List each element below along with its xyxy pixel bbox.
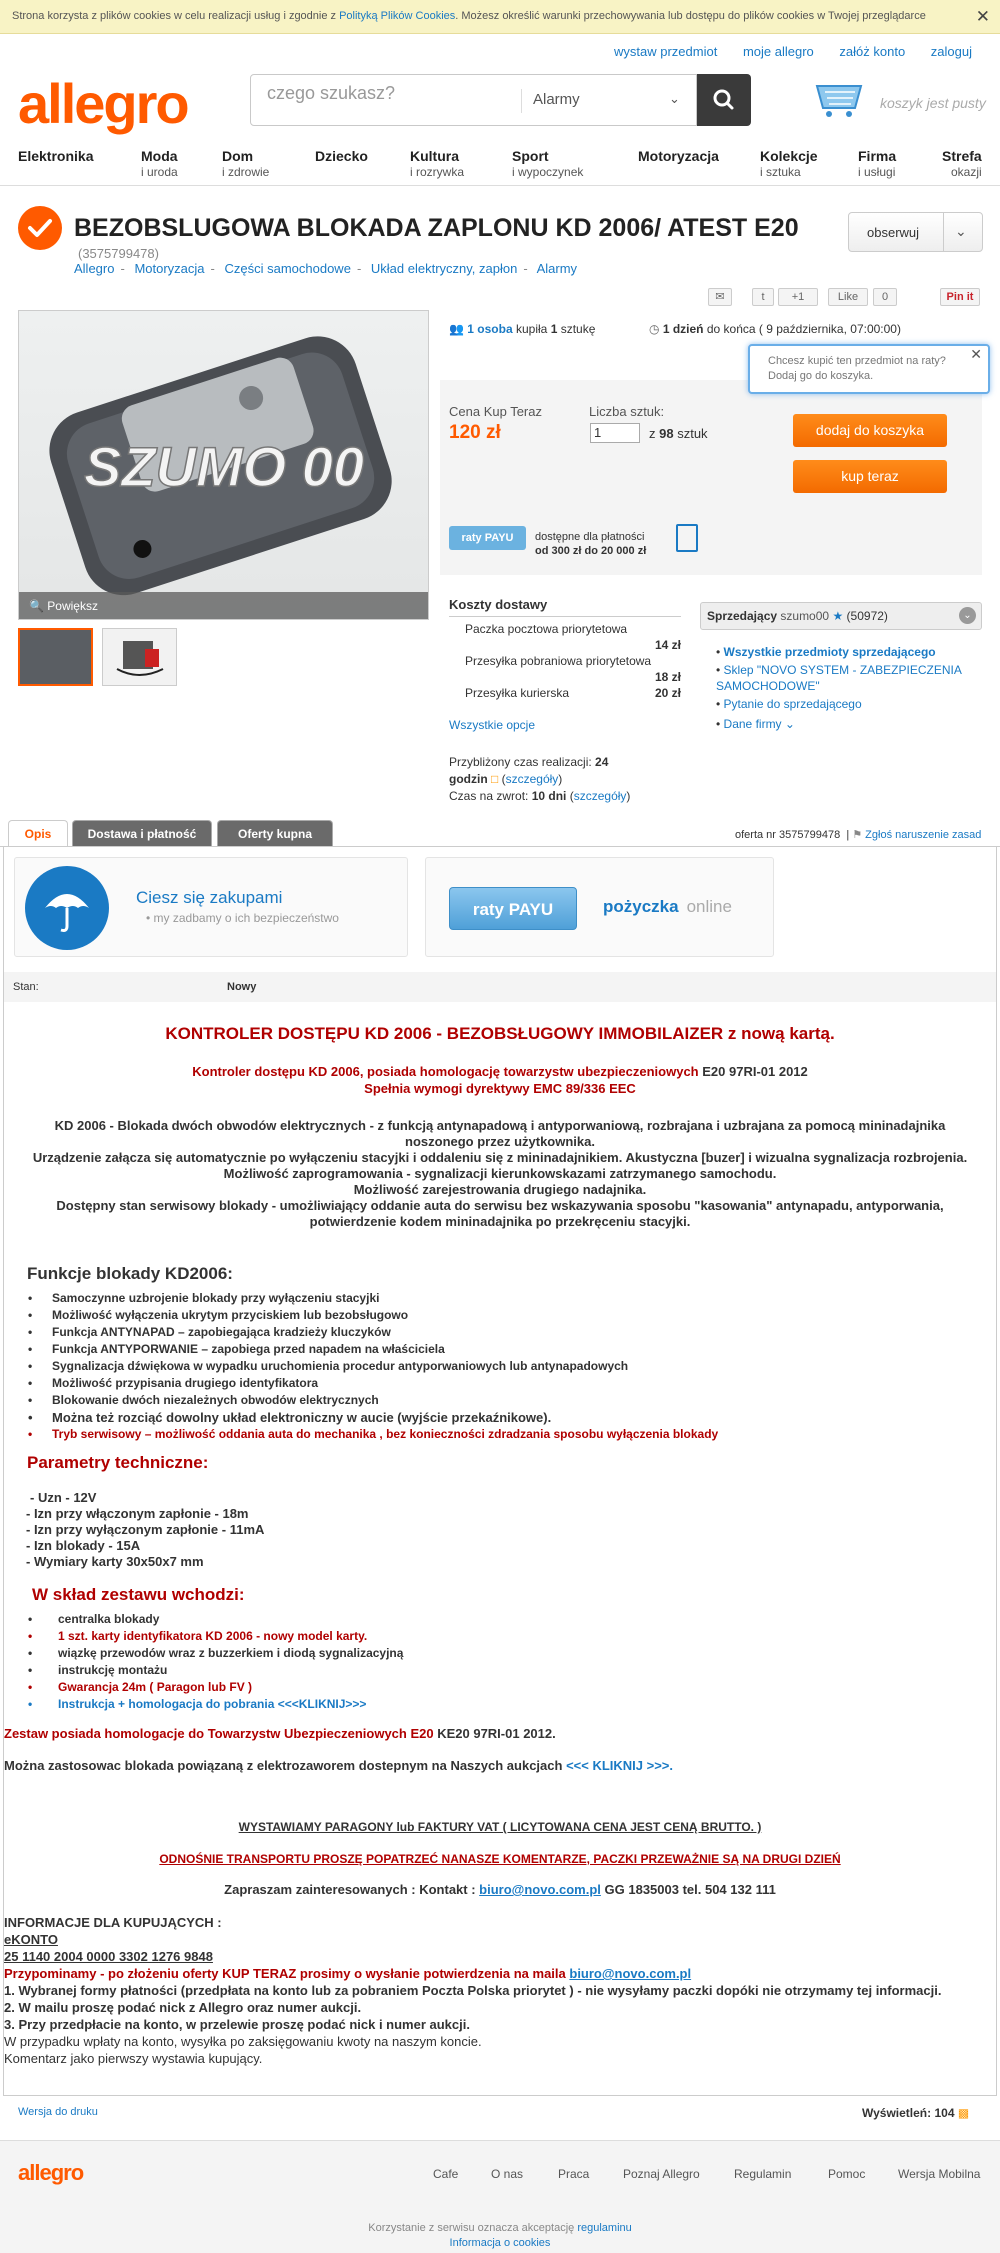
list-item: • Funkcja ANTYPORWANIE – zapobiega przed napadem na właściciela [26,1341,926,1358]
param-item: - Izn przy wyłączonym zapłonie - 11mA [26,1522,265,1537]
loan-text[interactable]: pożyczka online [603,897,732,916]
time-left: ◷ 1 dzień do końca ( 9 października, 07:00:00) [649,322,901,336]
price-label: Cena Kup Teraz [449,404,542,419]
list-item: • instrukcję montażu [26,1662,926,1679]
nav-kolekcje[interactable]: Kolekcje i sztuka [760,148,818,179]
footer-link-cafe[interactable]: Cafe [433,2167,459,2181]
nav-strefa[interactable]: Strefa okazji [942,148,982,179]
search-button[interactable] [697,74,751,126]
desc-homologation: Kontroler dostępu KD 2006, posiada homologację towarzystw ubezpieczeniowych E20 97RI-01 2012 [192,1064,808,1079]
my-allegro-link[interactable]: moje allegro [742,44,814,59]
clock-icon: ◷ [649,322,660,336]
desc-contact: Zapraszam zainteresowanych : Kontakt : biuro@novo.com.pl GG 1835003 tel. 504 132 111 [224,1882,776,1897]
list-item: • Blokowanie dwóch niezależnych obwodów elektrycznych [26,1392,926,1409]
breadcrumb-item[interactable]: Układ elektryczny, zapłon [370,261,518,276]
list-item: • Samoczynne uzbrojenie blokady przy wyłączeniu stacyjki [26,1290,926,1307]
params-title: Parametry techniczne: [27,1453,209,1472]
nav-moda[interactable]: Moda i uroda [141,148,178,179]
seller-name[interactable]: szumo00 [780,609,830,623]
desc-transport: ODNOŚNIE TRANSPORTU PROSZĘ POPATRZEĆ NANASZE KOMENTARZE, PACZKI PRZEWAŻNIE SĄ NA DRUGI DZIEŃ [159,1852,841,1866]
twitter-icon[interactable]: t [752,288,774,306]
all-options-link[interactable]: Wszystkie opcje [449,718,536,732]
account-number: 25 1140 2004 0000 3302 1276 9848 [4,1949,213,1964]
breadcrumb: Allegro - Motoryzacja - Części samochodowe - Układ elektryczny, zapłon - Alarmy [74,261,578,276]
cart-icon[interactable] [815,78,863,118]
tooltip-text: Chcesz kupić ten przedmiot na raty? Dodaj go do koszyka. [768,355,946,382]
zoom-bar[interactable]: 🔍 Powiększ [19,592,428,619]
print-version-link[interactable]: Wersja do druku [18,2106,98,2118]
star-icon: ★ [832,609,844,623]
thumbnail-2[interactable] [102,628,177,686]
cookie-text: Strona korzysta z plików cookies w celu realizacji usług i zgodnie z [12,10,340,22]
image-watermark: SZUMO 00 [83,435,365,498]
seller-rating: (50972) [846,609,888,623]
footer-logo[interactable]: allegro [18,2160,84,2185]
raty-info: dostępne dla płatności od 300 zł do 20 000 zł [535,531,647,557]
desc-zestaw: Zestaw posiada homologacje do Towarzystw Ubezpieczeniowych E20 KE20 97RI-01 2012. [4,1726,556,1741]
login-link[interactable]: zaloguj [930,44,972,59]
kliknij-link[interactable]: <<< KLIKNIJ >>>. [566,1758,674,1773]
raty-payu-logo[interactable]: raty PAYU [449,526,526,550]
buyers-link[interactable]: 1 osoba [467,322,513,336]
download-link[interactable]: • Instrukcja + homologacja do pobrania <<<KLIKNIJ>>> [26,1696,926,1713]
seller-links: • Wszystkie przedmioty sprzedającego • Sklep "NOVO SYSTEM - ZABEZPIECZENIA SAMOCHODOWE" • Pytanie do sprzedającego • Dane firmy ⌄ [716,645,962,731]
desc-paragony: WYSTAWIAMY PARAGONY lub FAKTURY VAT ( LICYTOWANA CENA JEST CENĄ BRUTTO. ) [238,1820,762,1834]
details-link[interactable]: szczegóły [505,772,559,786]
param-item: - Wymiary karty 30x50x7 mm [26,1554,204,1569]
seller-label: Sprzedający [707,609,778,623]
cookie-bar [0,0,1000,34]
item-id: (3575799478) [78,246,159,261]
delivery-row: Paczka pocztowa priorytetowa 14 zł [465,622,681,652]
calculator-icon[interactable] [676,524,698,552]
offer-number: oferta nr 3575799478 | ⚑ Zgłoś naruszenie zasad [735,829,982,841]
check-icon [18,206,62,250]
footer-link-pomoc[interactable]: Pomoc [828,2167,866,2181]
nav-sport[interactable]: Sport i wypoczynek [512,148,584,179]
breadcrumb-item[interactable]: Części samochodowe [224,261,351,276]
search-input[interactable] [250,74,697,126]
divider [943,213,944,251]
buy-now-button[interactable]: kup teraz [793,460,947,493]
quantity-input[interactable]: 1 [590,423,640,443]
company-data-link[interactable]: Dane firmy [723,717,782,731]
close-icon[interactable]: ✕ [970,346,982,362]
footer-link-regulamin[interactable]: Regulamin [734,2167,792,2181]
report-link[interactable]: Zgłoś naruszenie zasad [865,829,982,841]
delivery-title: Koszty dostawy [449,597,681,617]
cookies-info-link[interactable]: Informacja o cookies [449,2237,551,2249]
tab-oferty[interactable]: Oferty kupna [217,820,333,847]
installment-tooltip [748,344,990,394]
breadcrumb-item[interactable]: Alarmy [536,261,578,276]
details-link[interactable]: szczegóły [573,789,627,803]
buyer-info: INFORMACJE DLA KUPUJĄCYCH : eKONTO 25 1140 2004 0000 3302 1276 9848 Przypominamy - po złożeniu oferty KUP TERAZ prosimy o wysłanie potwierdzenia na maila biuro@novo.com.pl 1. Wybranej formy płatności (przedpłata na konto lub za pobraniem Poczta Polska priorytet ) - nie wysyłamy paczki dopóki nie otrzymamy tej informacji. 2. W mailu proszę podać nick z Allegro oraz numer aukcji. 3. Przy przedpłacie na konto, w przelewie proszę podać nick i numer aukcji. W przypadku wpłaty na konto, wysyłka po zaksięgowaniu kwoty na naszym koncie. Komentarz jako pierwszy wystawia kupujący. [4,1914,996,2067]
watch-label: obserwuj [867,225,920,240]
email-link[interactable]: biuro@novo.com.pl [569,1966,692,1981]
gplus-button[interactable]: +1 [778,288,818,306]
allegro-logo[interactable]: allegro [18,72,188,135]
shop-link[interactable]: Sklep "NOVO SYSTEM - ZABEZPIECZENIA SAMOCHODOWE" [716,663,962,693]
like-count: 0 [873,288,897,306]
realization-info: Przybliżony czas realizacji: 24 godzin □ (szczegóły) Czas na zwrot: 10 dni (szczegóły) [449,755,631,803]
top-links [592,44,972,59]
condition-value: Nowy [227,981,257,993]
nav-dom[interactable]: Dom i zdrowie [222,148,270,179]
functions-title: Funkcje blokady KD2006: [27,1264,233,1283]
list-item: • Możliwość przypisania drugiego identyfikatora [26,1375,926,1392]
desc-moz: Można zastosowac blokada powiązaną z elektrozaworem dostepnym na Naszych aukcjach <<< KLIKNIJ >>>. [4,1758,674,1773]
desc-emc: Spełnia wymogi dyrektywy EMC 89/336 EEC [364,1081,636,1096]
ask-seller-link[interactable]: Pytanie do sprzedającego [723,697,862,711]
views-counter: Wyświetleń: 104 ▩ [862,2106,970,2120]
chart-icon: ▩ [957,2106,970,2120]
watch-button[interactable] [848,212,983,252]
desc-heading: KONTROLER DOSTĘPU KD 2006 - BEZOBSŁUGOWY IMMOBILAIZER z nową kartą. [165,1024,835,1043]
footer-link-poznaj[interactable]: Poznaj Allegro [623,2167,700,2181]
close-icon[interactable]: ✕ [975,7,990,26]
info-icon: □ [491,772,499,786]
chevron-down-icon: ⌄ [669,91,680,106]
add-to-cart-button[interactable]: dodaj do koszyka [793,414,947,447]
cookie-text-2: . Możesz określić warunki przechowywania lub dostępu do plików cookies w Twojej przeglądarce [455,10,926,22]
category-nav [0,148,1000,186]
tab-dostawa[interactable]: Dostawa i płatność [72,820,212,847]
register-link[interactable]: załóż konto [839,44,906,59]
list-item: • Sygnalizacja dźwiękowa w wypadku uruchomienia procedur antyporwaniowych lub antynapadowych [26,1358,926,1375]
footer-cookies [0,2237,1000,2249]
buyers-info: 👥 1 osoba kupiła 1 sztukę [449,322,596,336]
raty-payu-logo[interactable]: raty PAYU [449,887,577,930]
tab-opis[interactable]: Opis [8,820,68,847]
chevron-down-icon[interactable]: ⌄ [955,223,967,239]
footer-link-mobile[interactable]: Wersja Mobilna [898,2167,981,2181]
facebook-like-button[interactable]: Like [828,288,868,306]
param-item: - Izn przy włączonym zapłonie - 18m [26,1506,249,1521]
seller-box[interactable] [700,602,982,630]
regulations-link[interactable]: regulaminu [577,2222,632,2234]
list-item: • wiązkę przewodów wraz z buzzerkiem i diodą sygnalizacyjną [26,1645,926,1662]
list-item: • Możliwość wyłączenia ukrytym przyciskiem lub bezobsługowo [26,1307,926,1324]
search-icon [697,74,751,126]
product-image[interactable] [18,310,429,620]
price: 120 zł [449,422,501,443]
footer-link-praca[interactable]: Praca [558,2167,590,2181]
search-placeholder: czego szukasz? [267,83,396,103]
functions-list [26,1290,926,1443]
list-item: • Funkcja ANTYNAPAD – zapobiegająca kradzieży kluczyków [26,1324,926,1341]
thumbnail-1[interactable] [18,628,93,686]
safe-title: Ciesz się zakupami [136,888,283,907]
quantity-label: Liczba sztuk: [589,404,665,419]
divider [521,89,522,113]
chevron-down-icon[interactable]: ⌄ [959,607,976,624]
zoom-label: Powiększ [47,599,98,613]
page-title: BEZOBSLUGOWA BLOKADA ZAPLONU KD 2006/ ATEST E20 [74,214,799,242]
list-item: • Gwarancja 24m ( Paragon lub FV ) [26,1679,926,1696]
list-item: • Tryb serwisowy – możliwość oddania auta do mechanika , bez konieczności zdradzania sposobu wyłączenia blokady [26,1426,926,1443]
umbrella-icon [25,866,109,950]
email-icon[interactable]: ✉ [708,288,732,306]
breadcrumb-item[interactable]: Motoryzacja [134,261,205,276]
set-title: W skład zestawu wchodzi: [32,1585,245,1604]
params-list [26,1490,926,1570]
param-item: - Izn blokady - 15A [26,1538,141,1553]
delivery-row: Przesyłka pobraniowa priorytetowa 18 zł [465,654,681,684]
param-item: - Uzn - 12V [30,1490,97,1505]
nav-dziecko[interactable]: Dziecko [315,148,368,164]
condition-label: Stan: [13,981,39,993]
email-link[interactable]: biuro@novo.com.pl [479,1882,601,1897]
cookie-policy-link[interactable]: Polityką Plików Cookies [339,10,456,22]
nav-elektronika[interactable]: Elektronika [18,148,94,164]
delivery-row: Przesyłka kurierska 20 zł [465,686,681,700]
set-list [26,1611,926,1713]
footer-note: Korzystanie z serwisu oznacza akceptację regulaminu [368,2222,632,2234]
condition-row [4,972,996,1002]
footer-link-onas[interactable]: O nas [491,2167,524,2181]
delivery-costs [449,597,681,703]
nav-motoryzacja[interactable]: Motoryzacja [638,148,719,164]
list-item: • Można też rozciąć dowolny układ elektroniczny w aucie (wyjście przekaźnikowe). [26,1409,926,1426]
all-items-link[interactable]: Wszystkie przedmioty sprzedającego [723,645,936,659]
list-item: • 1 szt. karty identyfikatora KD 2006 - nowy model karty. [26,1628,926,1645]
people-icon: 👥 [449,322,464,336]
safe-subtitle: • my zadbamy o ich bezpieczeństwo [146,911,339,925]
quantity-available: z 98 sztuk [649,426,708,441]
breadcrumb-item[interactable]: Allegro [74,261,115,276]
sell-link[interactable]: wystaw przedmiot [614,44,718,59]
list-item: • centralka blokady [26,1611,926,1628]
cart-label[interactable]: koszyk jest pusty [880,95,986,111]
pinterest-button[interactable]: Pin it [940,288,980,306]
nav-kultura[interactable]: Kultura i rozrywka [410,148,465,179]
category-select[interactable]: Alarmy [533,91,580,108]
desc-paragraph: KD 2006 - Blokada dwóch obwodów elektrycznych - z funkcją antynapadową i antyporwaniową, rozbrajana i uzbrajana za pomocą mininadajnika noszonego przez użytkownika. Urządzenie załącza się automatycznie po wyłączeniu stacyjki i oddaleniu się z mininadajnikiem. Akustyczna [buzer] i wizualna sygnalizacja rozbrojenia. Możliwość zaprogramowania - sygnalizacji kierunkowskazami zatrzymanego samochodu. Możliwość zarejestrowania drugiego nadajnika. Dostępny stan serwisowy blokady - umożliwiający oddanie auta do serwisu bez wskazywania sposobu "kasowania" antynapadu, antyporwania, potwierdzenie kodem mininadajnika po przekręceniu stacyjki. [32,1118,968,1229]
nav-firma[interactable]: Firma i usługi [858,148,897,179]
